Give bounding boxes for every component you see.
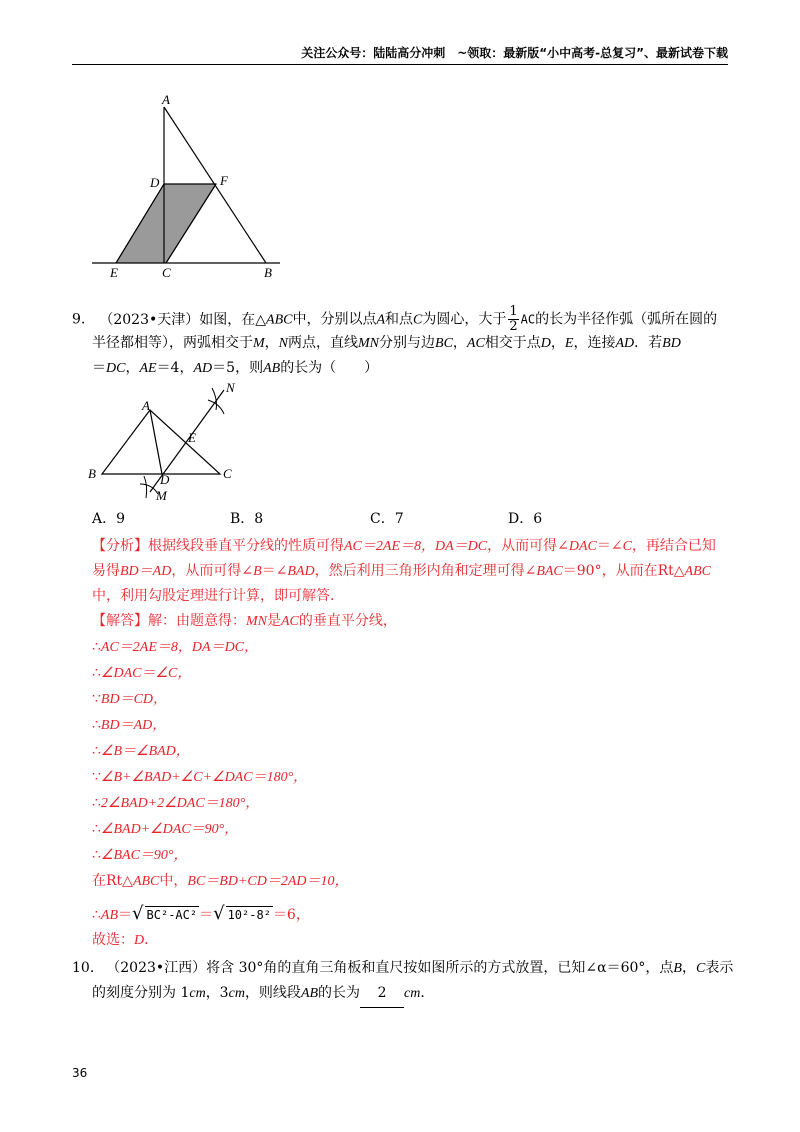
q9-line2: 半径都相等），两弧相交于M，N两点，直线MN分别与边BC，AC相交于点D，E，连接AD．若BD bbox=[92, 335, 681, 351]
choice-c: C．7 bbox=[370, 511, 404, 527]
solution-step-7: ∴2∠BAD+2∠DAC＝180°， bbox=[92, 795, 260, 811]
solution-step-5: ∴∠B＝∠BAD， bbox=[92, 743, 190, 759]
solution-step-4: ∴BD＝AD， bbox=[92, 717, 167, 733]
perpendicular-bisector-figure bbox=[84, 380, 254, 504]
analysis-tag: 【分析】 bbox=[92, 538, 148, 554]
solution-intro: 【解答】解：由题意得：MN是AC的垂直平分线， bbox=[92, 613, 397, 629]
sqrt-expression-2: 10²-8² bbox=[227, 908, 271, 922]
q9-line1: 9. （2023•天津）如图，在△ABC中，分别以点A和点C为圆心，大于 $\frac{1}{2}$ AC的长为半径作弧（弧所在圆的 bbox=[72, 304, 718, 334]
q9-number: 9. bbox=[72, 311, 86, 328]
q9-line3: ＝DC，AE＝4，AD＝5，则AB的长为（ ） bbox=[92, 360, 379, 376]
sqrt-expression-1: BC²-AC² bbox=[146, 908, 198, 922]
solution-step-2: ∴∠DAC＝∠C， bbox=[92, 665, 192, 681]
q10-answer: 2 bbox=[360, 980, 404, 1008]
label-B: B bbox=[264, 265, 272, 280]
label-E: E bbox=[110, 265, 118, 280]
analysis-line3: 中，利用勾股定理进行计算，即可解答． bbox=[92, 588, 344, 604]
solution-choose: 故选：D． bbox=[92, 932, 159, 948]
solution-tag: 【解答】 bbox=[92, 613, 148, 629]
parallelogram-figure bbox=[84, 90, 294, 280]
label-D2: D bbox=[160, 472, 170, 487]
label-E2: E bbox=[188, 430, 196, 445]
analysis-line1: 【分析】根据线段垂直平分线的性质可得AC＝2AE＝8，DA＝DC，从而可得∠DAC＝∠C，再结合已知 bbox=[92, 538, 716, 554]
q10-line1: 10. （2023•江西）将含 30°角的直角三角板和直尺按如图所示的方式放置，已知∠α＝60°，点B，C表示 bbox=[72, 960, 734, 976]
choice-a: A．9 bbox=[92, 511, 126, 527]
shaded-parallelogram bbox=[116, 184, 216, 263]
label-A: A bbox=[162, 92, 170, 107]
solution-step-9: ∴∠BAC＝90°， bbox=[92, 847, 188, 863]
q10-number: 10. bbox=[72, 960, 95, 976]
label-M: M bbox=[156, 488, 167, 503]
q10-line2: 的刻度分别为 1cm，3cm，则线段AB的长为 2 cm． bbox=[92, 980, 434, 1008]
solution-rt-line: 在Rt△ABC中，BC＝BD+CD＝2AD＝10， bbox=[92, 873, 349, 889]
solution-step-6: ∵∠B+∠BAD+∠C+∠DAC＝180°， bbox=[92, 769, 308, 785]
choice-d: D．6 bbox=[508, 511, 543, 527]
page-number: 36 bbox=[72, 1066, 88, 1080]
solution-step-1: ∴AC＝2AE＝8，DA＝DC， bbox=[92, 639, 259, 655]
half-fraction: $\frac{1}{2}$ bbox=[509, 304, 518, 334]
label-A2: A bbox=[142, 398, 150, 413]
analysis-line2: 易得BD＝AD，从而可得∠B＝∠BAD，然后利用三角形内角和定理可得∠BAC＝90°，从而在Rt△ABC bbox=[92, 563, 711, 579]
label-D: D bbox=[150, 175, 160, 190]
page-header: 关注公众号：陆陆高分冲刺 ~领取：最新版“小中高考-总复习”、最新试卷下载 bbox=[72, 44, 728, 65]
label-C: C bbox=[162, 265, 171, 280]
solution-step-3: ∵BD＝CD， bbox=[92, 691, 168, 707]
solution-final-line: ∴AB＝√ BC²-AC² ＝√ 10²-8² ＝6， bbox=[92, 903, 310, 924]
choice-b: B．8 bbox=[230, 511, 264, 527]
solution-step-8: ∴∠BAD+∠DAC＝90°， bbox=[92, 821, 239, 837]
label-B2: B bbox=[88, 466, 96, 481]
label-N: N bbox=[226, 380, 235, 395]
label-F: F bbox=[220, 173, 228, 188]
label-C2: C bbox=[223, 466, 232, 481]
